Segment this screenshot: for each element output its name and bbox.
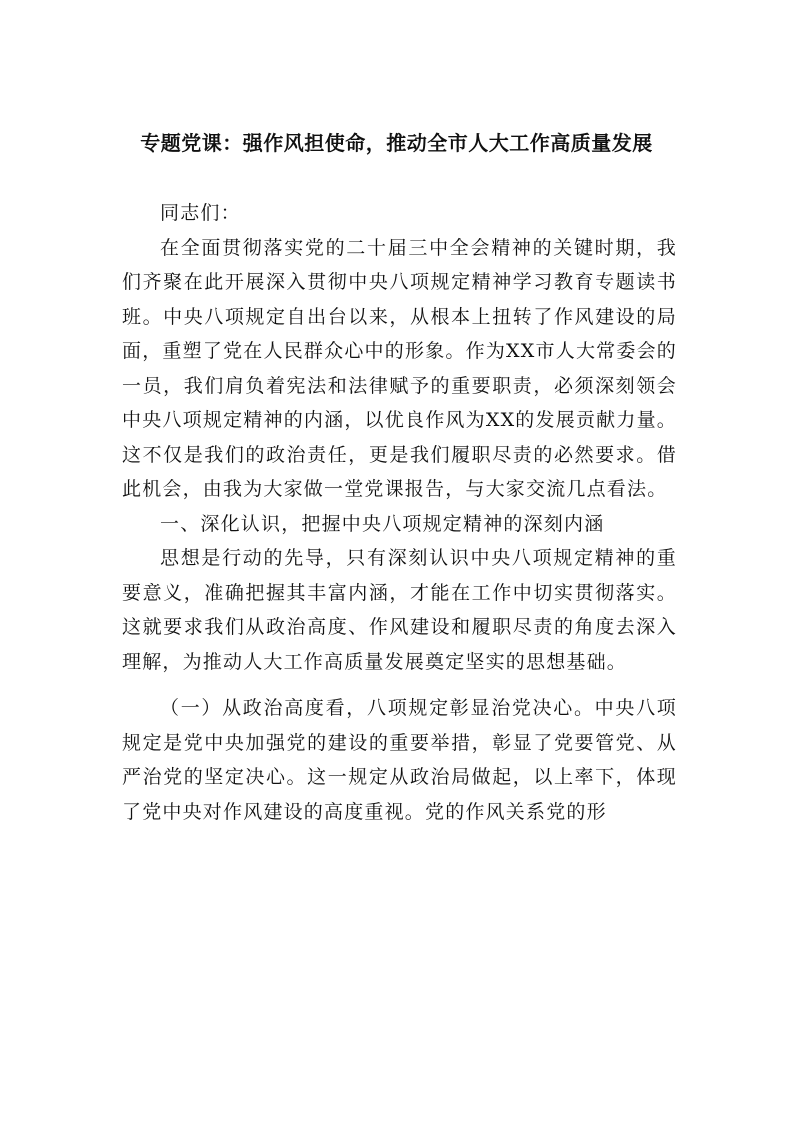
document-body <box>122 196 677 829</box>
section-heading-1: 一、深化认识，把握中央八项规定精神的深刻内涵 <box>160 512 605 535</box>
document-title: 专题党课：强作风担使命，推动全市人大工作高质量发展 <box>140 131 653 155</box>
section-1-paragraph: 思想是行动的先导，只有深刻认识中央八项规定精神的重要意义，准确把握其丰富内涵，才能在工作中切实贯彻落实。这就要求我们从政治高度、作风建设和履职尽责的角度去深入理解，为推动人大工作高质量发展奠定坚实的思想基础。 <box>122 547 677 673</box>
intro-paragraph: 在全面贯彻落实党的二十届三中全会精神的关键时期，我们齐聚在此开展深入贯彻中央八项规定精神学习教育专题读书班。中央八项规定自出台以来，从根本上扭转了作风建设的局面，重塑了党在人民群众心中的形象。作为XX市人大常委会的一员，我们肩负着宪法和法律赋予的重要职责，必须深刻领会中央八项规定精神的内涵，以优良作风为XX的发展贡献力量。这不仅是我们的政治责任，更是我们履职尽责的必然要求。借此机会，由我为大家做一堂党课报告，与大家交流几点看法。 <box>122 236 677 500</box>
salutation: 同志们： <box>160 202 241 224</box>
subsection-1-paragraph: （一）从政治高度看，八项规定彰显治党决心。中央八项规定是党中央加强党的建设的重要举措，彰显了党要管党、从严治党的坚定决心。这一规定从政治局做起，以上率下，体现了党中央对作风建设的高度重视。党的作风关系党的形 <box>122 697 677 823</box>
